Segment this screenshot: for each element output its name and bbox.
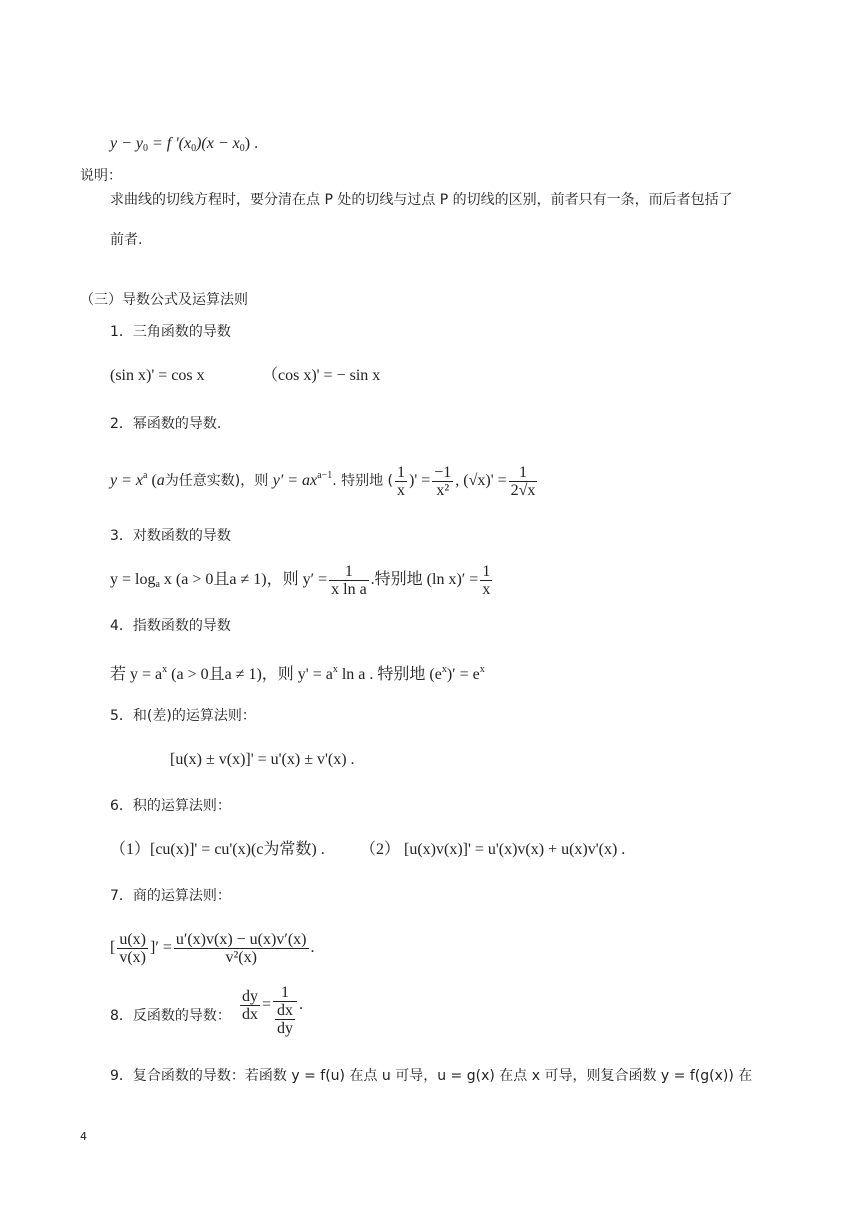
- fraction: [395, 464, 407, 499]
- item-1-formula-1: (sin x)' = cos x: [110, 367, 205, 384]
- fraction-denominator: x: [482, 580, 491, 598]
- item-3-formula: [110, 560, 494, 605]
- item-number: 4．: [110, 618, 133, 634]
- item-label: 幂函数的导数.: [132, 416, 222, 432]
- formula-sub: a: [155, 579, 160, 590]
- item-label: 反函数的导数：: [132, 1008, 231, 1024]
- section-title: （三）导数公式及运算法则: [80, 292, 248, 308]
- item-1-heading: [110, 322, 231, 342]
- inner-fraction: [275, 1002, 295, 1037]
- item-2-heading: [110, 414, 221, 434]
- fraction-denominator: v²(x): [174, 948, 309, 966]
- fraction-denominator: dx: [242, 1006, 258, 1023]
- item-7-heading: [110, 886, 231, 906]
- eq-part: )(x − x: [196, 135, 240, 152]
- fraction-numerator: u′(x)v(x) − u(x)v′(x): [175, 930, 307, 948]
- fraction-numerator: 1: [482, 562, 491, 580]
- note-label: 说明：: [80, 168, 122, 184]
- formula-sup: x: [479, 664, 485, 675]
- item-label: 指数函数的导数: [132, 618, 231, 634]
- formula-sup: a−1: [317, 470, 333, 481]
- eq-sub: 0: [239, 143, 245, 154]
- fraction: [329, 563, 369, 598]
- note-line-2: 前者.: [110, 232, 143, 248]
- formula-part: a: [156, 472, 165, 489]
- formula-sup: a: [143, 470, 148, 481]
- formula-part: 若 y = a: [110, 666, 163, 683]
- formula-part: ]′ =: [149, 939, 172, 956]
- fraction: [432, 464, 453, 499]
- eq-sub: 0: [143, 143, 148, 154]
- item-4-heading: [110, 616, 231, 636]
- item-1-formula-2: （cos x)' = − sin x: [262, 367, 381, 384]
- item-2-formula: [110, 456, 539, 501]
- formula-part: (: [147, 472, 157, 489]
- eq-part: ) .: [244, 135, 259, 152]
- fraction-denominator: x²: [432, 481, 453, 499]
- formula-part: ln a . 特别地 (e: [337, 666, 442, 683]
- formula-part: , (√x)' =: [455, 472, 507, 489]
- eq-sub: 0: [191, 143, 197, 154]
- fraction-numerator: 1: [344, 562, 353, 580]
- item-label: 和(差)的运算法则：: [132, 708, 256, 724]
- fraction: [273, 984, 297, 1037]
- fraction-denominator: dy: [277, 1020, 294, 1037]
- item-5-formula: [u(x) ± v(x)]' = u'(x) ± v'(x) .: [170, 751, 355, 768]
- formula-part: . 特别地 (: [332, 473, 394, 489]
- fraction-denominator: v(x): [119, 948, 146, 966]
- fraction-denominator: x ln a: [331, 580, 367, 598]
- item-7-formula: [110, 928, 315, 968]
- note-line-1: 求曲线的切线方程时，要分清在点 P 处的切线与过点 P 的切线的区别，前者只有一条，而后者包括了: [110, 192, 733, 208]
- formula-part: y' = ax: [272, 472, 318, 489]
- item-9-heading: [110, 1066, 752, 1086]
- fraction: [509, 464, 538, 499]
- formula-sup: x: [332, 664, 338, 675]
- item-number: 8．: [110, 1008, 133, 1024]
- fraction-numerator: 1: [519, 463, 528, 481]
- formula-sup: x: [162, 664, 168, 675]
- item-label: 对数函数的导数: [132, 528, 231, 544]
- fraction: [117, 931, 148, 966]
- fraction-numerator: 1: [397, 463, 406, 481]
- fraction-numerator: −1: [434, 463, 452, 481]
- tangent-equation: [110, 134, 258, 159]
- formula-part: y = log: [110, 571, 156, 588]
- item-5-heading: [110, 706, 256, 726]
- formula-part: 为任意实数)，则: [164, 473, 273, 489]
- item-8-heading: [110, 996, 231, 1036]
- formula-part: .: [310, 939, 315, 956]
- item-number: 9．: [110, 1068, 133, 1084]
- fraction: [480, 563, 492, 598]
- fraction-numerator: dx: [277, 1002, 294, 1019]
- eq-part: y − y: [110, 135, 143, 152]
- formula-part: )′ = e: [446, 666, 480, 683]
- formula-part: )' =: [409, 472, 431, 489]
- item-6-heading: [110, 796, 231, 816]
- item-number: 2．: [110, 416, 133, 432]
- fraction: [240, 988, 260, 1023]
- fraction-denominator: 2√x: [510, 481, 536, 499]
- formula-sup: x: [441, 664, 447, 675]
- item-label: 三角函数的导数: [132, 324, 231, 340]
- formula-part: =: [262, 996, 272, 1014]
- formula-part: (a > 0且a ≠ 1)，则 y' = a: [167, 666, 333, 683]
- item-number: 6．: [110, 798, 133, 814]
- formula-part: .: [299, 996, 304, 1014]
- item-4-formula: [110, 660, 485, 685]
- fraction-denominator: [273, 1001, 297, 1037]
- fraction-denominator: x: [397, 481, 406, 499]
- eq-part: = f '(x: [148, 135, 192, 152]
- formula-part: x (a > 0且a ≠ 1)，则 y′ =: [159, 571, 328, 588]
- item-number: 3．: [110, 528, 133, 544]
- fraction-numerator: 1: [281, 984, 290, 1001]
- item-label: 商的运算法则：: [132, 888, 231, 904]
- item-label: 积的运算法则：: [132, 798, 231, 814]
- formula-part: y = x: [110, 472, 143, 489]
- item-6-formula-2: （2） [u(x)v(x)]' = u'(x)v(x) + u(x)v'(x) .: [360, 841, 626, 858]
- item-number: 7．: [110, 888, 133, 904]
- fraction: [174, 931, 309, 966]
- formula-part: .特别地 (ln x)′ =: [370, 571, 479, 588]
- item-3-heading: [110, 526, 231, 546]
- item-number: 5．: [110, 708, 133, 724]
- page-number: 4: [80, 1130, 87, 1143]
- item-6-formula-1: （1）[cu(x)]' = cu'(x)(c为常数) .: [110, 841, 325, 858]
- item-8-formula: [238, 984, 303, 1037]
- item-number: 1．: [110, 324, 133, 340]
- formula-part: [: [110, 939, 116, 956]
- fraction-numerator: dy: [242, 988, 258, 1005]
- fraction-numerator: u(x): [119, 930, 146, 948]
- item-label: 复合函数的导数：若函数 y = f(u) 在点 u 可导，u = g(x) 在点 x 可导，则复合函数 y = f(g(x)) 在: [132, 1068, 753, 1084]
